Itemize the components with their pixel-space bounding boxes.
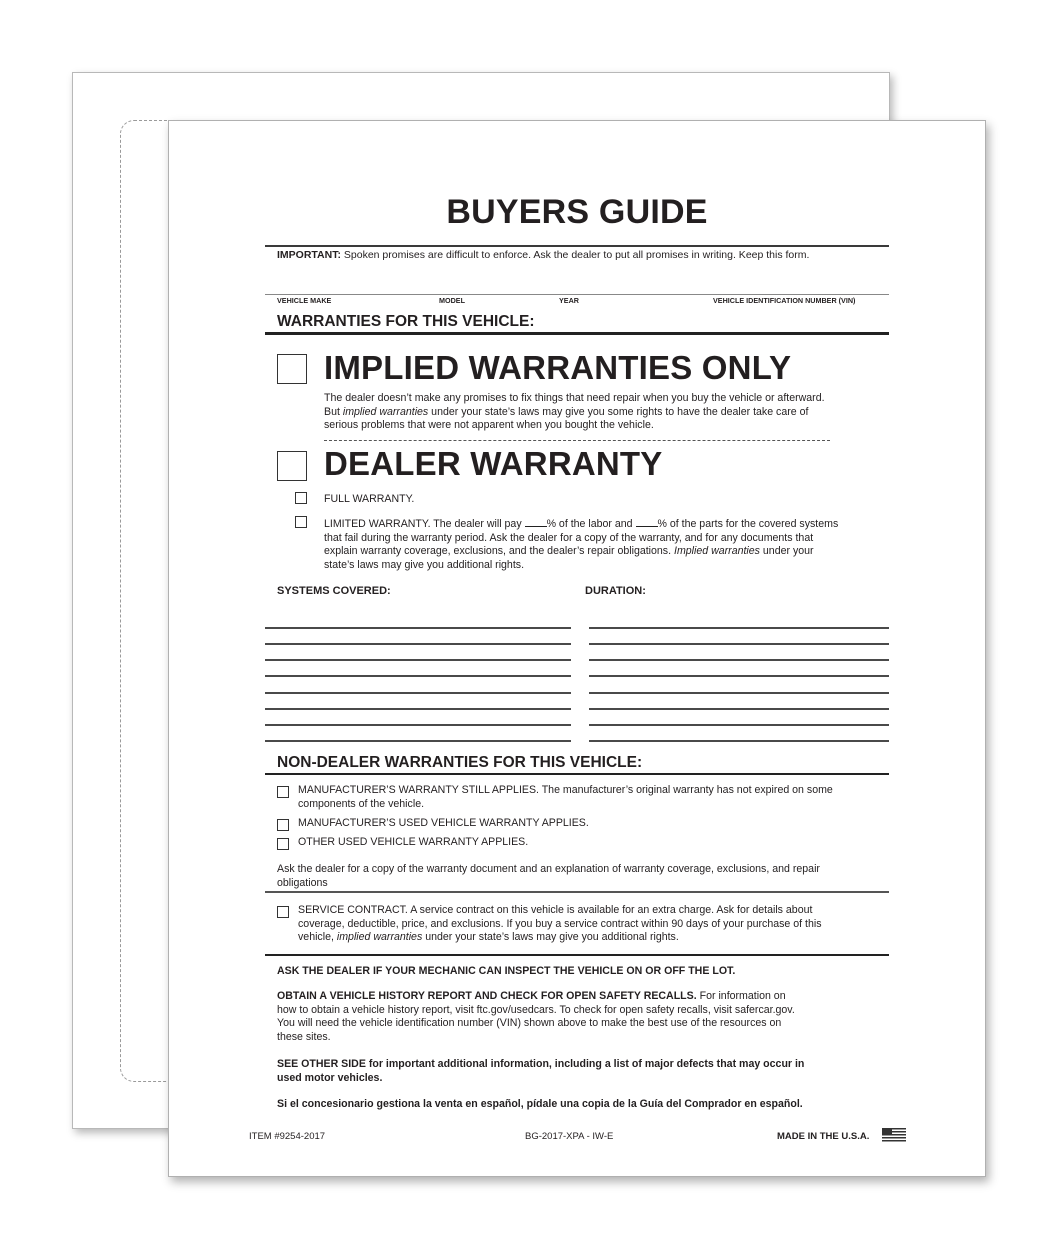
- service-contract-text: [298, 904, 822, 945]
- model-label: MODEL: [439, 296, 465, 305]
- non-dealer-rule: [265, 773, 889, 775]
- other-side-line-2: used motor vehicles.: [277, 1071, 383, 1084]
- systems-line[interactable]: [265, 659, 571, 661]
- duration-line[interactable]: [589, 740, 889, 742]
- manufacturer-used-label: MANUFACTURER’S USED VEHICLE WARRANTY APPLIES.: [298, 817, 589, 829]
- manufacturer-warranty-text: [298, 784, 833, 811]
- other-used-label: OTHER USED VEHICLE WARRANTY APPLIES.: [298, 836, 529, 848]
- limited-line-3-em: Implied warranties: [674, 545, 760, 558]
- year-label: YEAR: [559, 296, 579, 305]
- non-dealer-heading: NON-DEALER WARRANTIES FOR THIS VEHICLE:: [277, 754, 643, 771]
- duration-line[interactable]: [589, 643, 889, 645]
- ask-line-2: obligations: [277, 876, 328, 889]
- implied-warranties-checkbox[interactable]: [277, 354, 307, 384]
- other-side-text: [277, 1058, 804, 1085]
- limited-line-1: [324, 517, 838, 532]
- duration-line[interactable]: [589, 708, 889, 710]
- systems-line[interactable]: [265, 740, 571, 742]
- systems-line[interactable]: [265, 724, 571, 726]
- duration-line[interactable]: [589, 724, 889, 726]
- systems-line[interactable]: [265, 692, 571, 694]
- service-line-3-post: under your state’s laws may give you additional rights.: [422, 931, 679, 944]
- ask-line-1: Ask the dealer for a copy of the warranty document and an explanation of warranty coverage, exclusions, and repair: [277, 863, 820, 875]
- implied-warranties-text: [324, 392, 825, 433]
- dealer-warranty-checkbox[interactable]: [277, 451, 307, 481]
- ask-dealer-text: [277, 863, 820, 890]
- limited-part-2: % of the labor and: [546, 518, 636, 530]
- spanish-notice: Si el concesionario gestiona la venta en español, pídale una copia de la Guía del Comprador en español.: [277, 1098, 803, 1110]
- manufacturer-used-checkbox[interactable]: [277, 819, 289, 831]
- other-used-checkbox[interactable]: [277, 838, 289, 850]
- item-number: ITEM #9254-2017: [249, 1131, 326, 1142]
- service-line-3: [298, 931, 822, 945]
- duration-line[interactable]: [589, 627, 889, 629]
- page-title: BUYERS GUIDE: [446, 193, 708, 231]
- history-line-2: how to obtain a vehicle history report, visit ftc.gov/usedcars. To check for open safety recalls, visit safercar.gov.: [277, 1003, 795, 1016]
- mechanic-rule: [265, 954, 889, 956]
- duration-line[interactable]: [589, 659, 889, 661]
- manufacturer-line-1: MANUFACTURER’S WARRANTY STILL APPLIES. The manufacturer’s original warranty has not expired on some: [298, 784, 833, 796]
- important-label: IMPORTANT:: [277, 249, 341, 261]
- systems-line[interactable]: [265, 627, 571, 629]
- implied-line-2-pre: But: [324, 405, 343, 418]
- limited-line-3: [324, 545, 838, 559]
- dashed-separator: [324, 440, 830, 441]
- limited-line-4: state’s laws may give you additional rights.: [324, 558, 525, 571]
- full-warranty-checkbox[interactable]: [295, 492, 307, 504]
- form-code: BG-2017-XPA - IW-E: [525, 1131, 614, 1142]
- labor-percent-field[interactable]: [525, 517, 547, 527]
- implied-line-3: serious problems that were not apparent when you bought the vehicle.: [324, 419, 654, 432]
- us-flag-icon: [882, 1128, 906, 1143]
- vehicle-field-rule: [265, 294, 889, 295]
- duration-line[interactable]: [589, 692, 889, 694]
- systems-covered-label: SYSTEMS COVERED:: [277, 585, 391, 597]
- vehicle-history-text: [277, 990, 795, 1044]
- service-line-3-em: implied warranties: [336, 931, 423, 944]
- limited-line-2: that fail during the warranty period. Ask the dealer for a copy of the warranty, and for any documents that: [324, 531, 814, 544]
- systems-line[interactable]: [265, 675, 571, 677]
- important-text: Spoken promises are difficult to enforce. Ask the dealer to put all promises in writing. Keep this form.: [343, 249, 810, 261]
- manufacturer-warranty-checkbox[interactable]: [277, 786, 289, 798]
- duration-label: DURATION:: [585, 585, 646, 597]
- made-in-usa: MADE IN THE U.S.A.: [777, 1131, 870, 1142]
- systems-line[interactable]: [265, 643, 571, 645]
- history-line-4: these sites.: [277, 1030, 331, 1043]
- important-notice: [277, 249, 809, 263]
- top-rule: [265, 245, 889, 247]
- implied-line-2: [324, 406, 825, 420]
- history-line-3: You will need the vehicle identification number (VIN) shown above to make the best use of the resources on: [277, 1017, 782, 1030]
- limited-part-3: % of the parts for the covered systems: [657, 518, 839, 530]
- implied-line-1: The dealer doesn’t make any promises to fix things that need repair when you buy the vehicle or afterward.: [324, 392, 825, 404]
- history-bold: OBTAIN A VEHICLE HISTORY REPORT AND CHECK FOR OPEN SAFETY RECALLS.: [277, 990, 697, 1002]
- service-line-1: SERVICE CONTRACT. A service contract on this vehicle is available for an extra charge. Ask for details about: [298, 904, 813, 916]
- limited-part-1: LIMITED WARRANTY. The dealer will pay: [324, 518, 525, 530]
- mechanic-inspection-text: ASK THE DEALER IF YOUR MECHANIC CAN INSPECT THE VEHICLE ON OR OFF THE LOT.: [277, 965, 736, 977]
- history-line-1: [277, 990, 795, 1004]
- systems-line[interactable]: [265, 708, 571, 710]
- service-rule: [265, 891, 889, 893]
- warranties-rule: [265, 332, 889, 335]
- history-line-1-post: For information on: [696, 990, 786, 1002]
- implied-line-2-post: under your state’s laws may give you some rights to have the dealer take care of: [428, 405, 809, 418]
- implied-line-2-em: implied warranties: [342, 405, 429, 418]
- parts-percent-field[interactable]: [636, 517, 658, 527]
- vehicle-make-label: VEHICLE MAKE: [277, 296, 332, 305]
- duration-line[interactable]: [589, 675, 889, 677]
- limited-warranty-checkbox[interactable]: [295, 516, 307, 528]
- limited-line-3-pre: explain warranty coverage, exclusions, and the dealer’s repair obligations.: [324, 545, 674, 558]
- limited-line-3-post: under your: [759, 545, 814, 558]
- dealer-warranty-heading: DEALER WARRANTY: [324, 445, 663, 482]
- vin-label: VEHICLE IDENTIFICATION NUMBER (VIN): [713, 296, 856, 305]
- service-line-2: coverage, deductible, price, and exclusions. If you buy a service contract within 90 days of your purchase of this: [298, 917, 822, 930]
- service-contract-checkbox[interactable]: [277, 906, 289, 918]
- full-warranty-label: FULL WARRANTY.: [324, 493, 415, 505]
- implied-warranties-heading: IMPLIED WARRANTIES ONLY: [324, 349, 792, 386]
- manufacturer-line-2: components of the vehicle.: [298, 797, 425, 810]
- limited-warranty-text: [324, 517, 838, 572]
- other-side-line-1: SEE OTHER SIDE for important additional information, including a list of major defects that may occur in: [277, 1058, 805, 1070]
- service-line-3-pre: vehicle,: [298, 931, 337, 944]
- warranties-heading: WARRANTIES FOR THIS VEHICLE:: [277, 313, 535, 330]
- buyers-guide-form: [168, 120, 986, 1177]
